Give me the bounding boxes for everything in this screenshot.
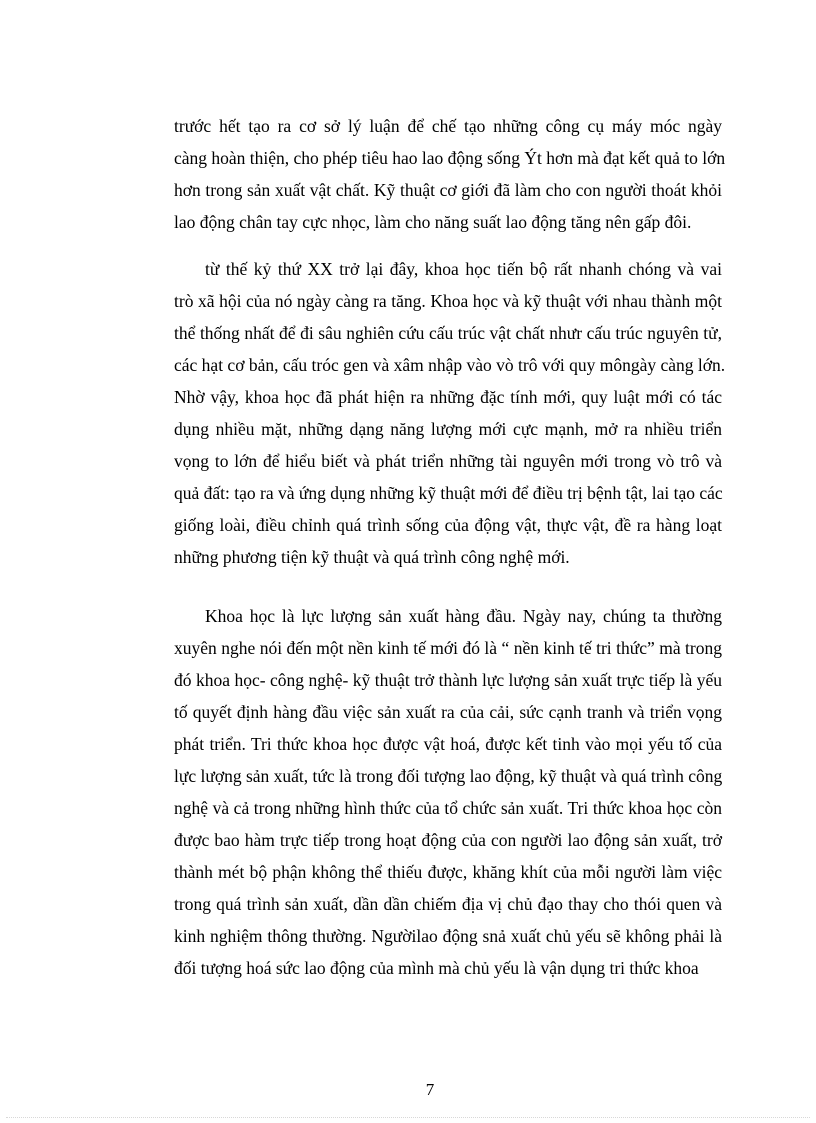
text-line: Khoa học là lực lượng sản xuất hàng đầu. Ngày nay, chúng ta thường: [205, 606, 722, 626]
text-line: vọng to lớn để hiểu biết và phát triển những tài nguyên mới trong vò trô và: [174, 451, 722, 471]
page-number: 7: [425, 1080, 435, 1099]
text-line: hơn trong sản xuất vật chất. Kỹ thuật cơ giới đã làm cho con người thoát khỏi: [174, 180, 722, 200]
text-line: được bao hàm trực tiếp trong hoạt động của con người lao động sản xuất, trở: [174, 830, 722, 850]
text-line: lao động chân tay cực nhọc, làm cho năng suất lao động tăng nên gấp đôi.: [174, 212, 692, 232]
text-line: thể thống nhất để đi sâu nghiên cứu cấu trúc vật chất nhưr cấu trúc nguyên tử,: [174, 323, 722, 343]
text-line: Nhờ vậy, khoa học đã phát hiện ra những đặc tính mới, quy luật mới có tác: [174, 387, 722, 407]
text-line: lực lượng sản xuất, tức là trong đối tượng lao động, kỹ thuật và quá trình công: [174, 766, 723, 786]
text-line: từ thế kỷ thứ XX trở lại đây, khoa học tiến bộ rất nhanh chóng và vai: [205, 259, 722, 279]
text-line: càng hoàn thiện, cho phép tiêu hao lao động sống Ýt hơn mà đạt kết quả to lớn: [174, 148, 726, 168]
text-line: trò xã hội của nó ngày càng ra tăng. Khoa học và kỹ thuật với nhau thành một: [174, 291, 722, 311]
text-line: kinh nghiệm thông thường. Ngườilao động snả xuất chủ yếu sẽ không phải là: [174, 926, 722, 946]
text-line: dụng nhiều mặt, những dạng năng lượng mới cực mạnh, mở ra nhiều triển: [174, 419, 722, 439]
text-line: giống loài, điều chỉnh quá trình sống của động vật, thực vật, đề ra hàng loạt: [174, 515, 722, 535]
text-line: trong quá trình sản xuất, dần dần chiếm địa vị chủ đạo thay cho thói quen và: [174, 894, 722, 914]
paragraph: [174, 110, 726, 238]
paragraph: [174, 600, 722, 984]
text-line: đối tượng hoá sức lao động của mình mà chủ yếu là vận dụng tri thức khoa: [174, 958, 699, 978]
text-line: các hạt cơ bản, cấu tróc gen và xâm nhập vào vò trô với quy môngày càng lớn.: [174, 355, 726, 375]
paragraph: [174, 253, 726, 573]
text-line: những phương tiện kỹ thuật và quá trình công nghệ mới.: [174, 547, 570, 567]
text-line: tố quyết định hàng đầu việc sản xuất ra của cải, sức cạnh tranh và triển vọng: [174, 702, 722, 722]
text-line: thành mét bộ phận không thể thiếu được, khăng khít của mỗi người làm việc: [174, 862, 722, 882]
page-bottom-divider: [6, 1117, 810, 1118]
text-line: đó khoa học- công nghệ- kỹ thuật trở thành lực lượng sản xuất trực tiếp là yếu: [174, 670, 722, 690]
text-line: trước hết tạo ra cơ sở lý luận để chế tạo những công cụ máy móc ngày: [174, 116, 722, 136]
text-line: phát triển. Tri thức khoa học được vật hoá, được kết tinh vào mọi yếu tố của: [174, 734, 722, 754]
text-line: nghệ và cả trong những hình thức của tổ chức sản xuất. Tri thức khoa học còn: [174, 798, 722, 818]
text-line: xuyên nghe nói đến một nền kinh tế mới đó là “ nền kinh tế tri thức” mà trong: [174, 638, 722, 658]
text-line: quả đất: tạo ra và ứng dụng những kỹ thuật mới để điều trị bệnh tật, lai tạo các: [174, 483, 723, 503]
